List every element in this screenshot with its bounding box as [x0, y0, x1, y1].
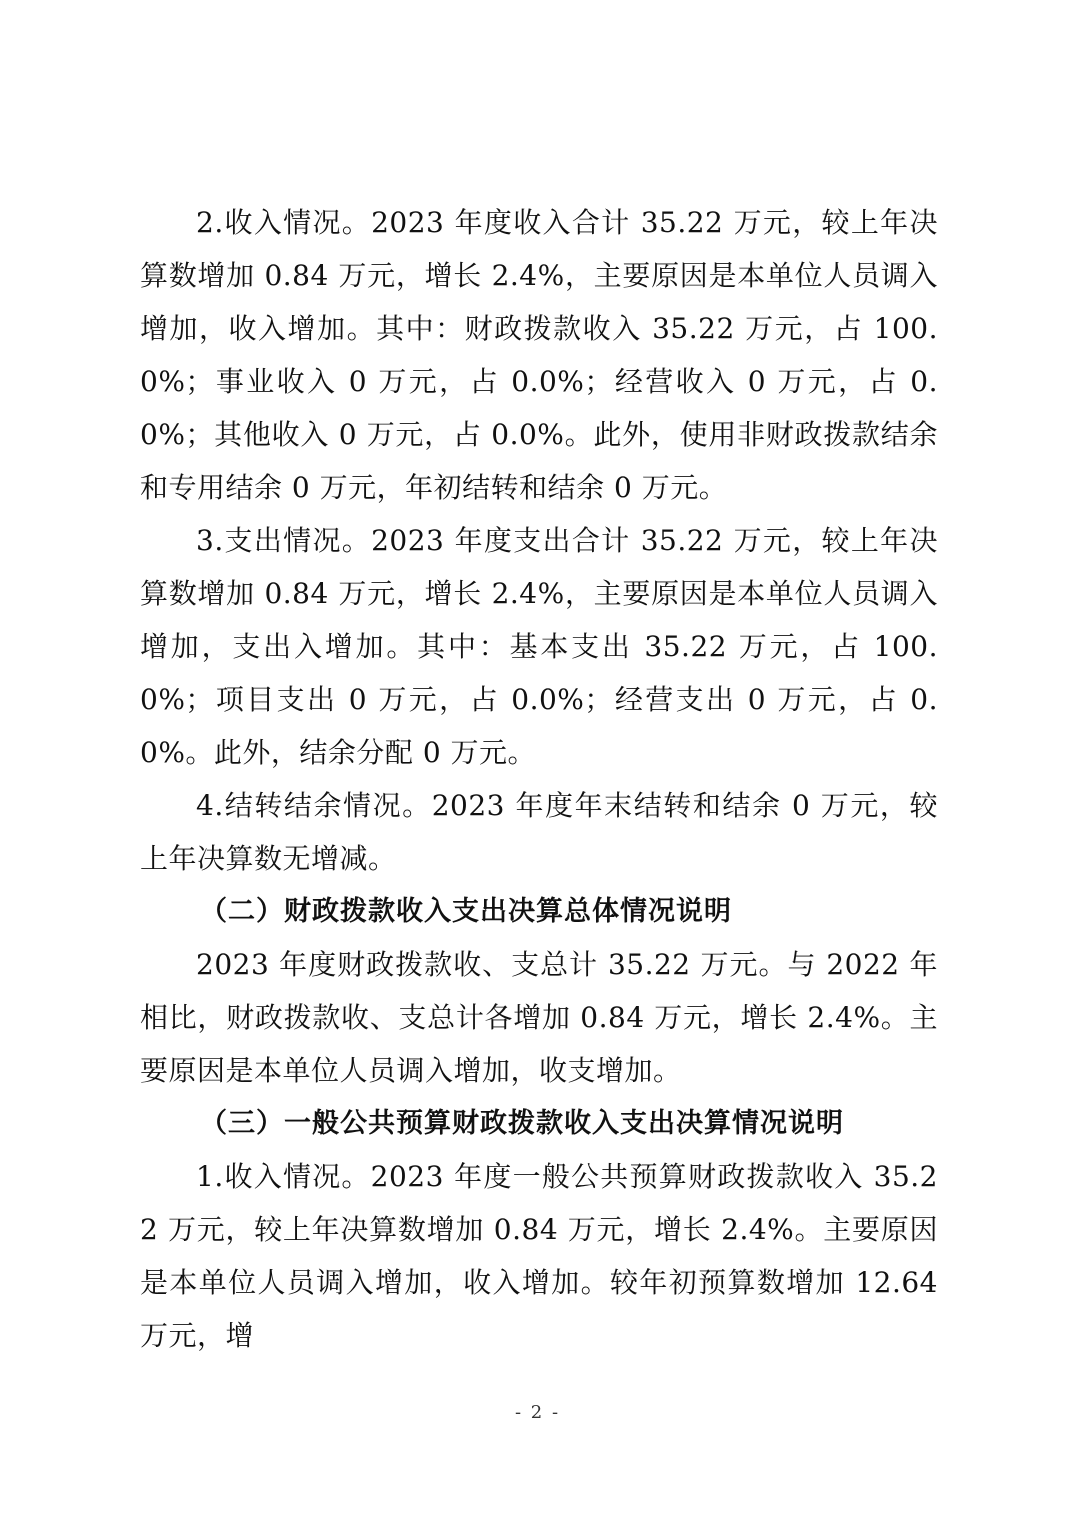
paragraph-fiscal-overview: 2023 年度财政拨款收、支总计 35.22 万元。与 2022 年相比，财政拨款收、支总计各增加 0.84 万元，增长 2.4%。主要原因是本单位人员调入增加，收支增加。	[140, 948, 938, 1087]
section-heading-general-budget: （三）一般公共预算财政拨款收入支出决算情况说明	[200, 1108, 844, 1139]
section-heading-fiscal-overview: （二）财政拨款收入支出决算总体情况说明	[200, 896, 732, 927]
paragraph-income: 2.收入情况。2023 年度收入合计 35.22 万元，较上年决算数增加 0.84 万元，增长 2.4%，主要原因是本单位人员调入增加，收入增加。其中：财政拨款收入 35.22 万元，占 100.0%；事业收入 0 万元，占 0.0%；经营收入 0 万元，占 0.0%；其他收入 0 万元，占 0.0%。此外，使用非财政拨款结余和专用结余 0 万元，年初结转和结余 0 万元。	[140, 206, 938, 504]
paragraph-general-budget-income: 1.收入情况。2023 年度一般公共预算财政拨款收入 35.22 万元，较上年决算数增加 0.84 万元，增长 2.4%。主要原因是本单位人员调入增加，收入增加。较年初预算数增加 12.64 万元，增	[140, 1160, 938, 1352]
paragraph-carryover: 4.结转结余情况。2023 年度年末结转和结余 0 万元，较上年决算数无增减。	[140, 789, 938, 875]
page-number: - 2 -	[514, 1402, 561, 1423]
document-body	[140, 196, 938, 1362]
paragraph-expenditure: 3.支出情况。2023 年度支出合计 35.22 万元，较上年决算数增加 0.84 万元，增长 2.4%，主要原因是本单位人员调入增加，支出入增加。其中：基本支出 35.22 万元，占 100.0%；项目支出 0 万元，占 0.0%；经营支出 0 万元，占 0.0%。此外，结余分配 0 万元。	[140, 524, 938, 769]
